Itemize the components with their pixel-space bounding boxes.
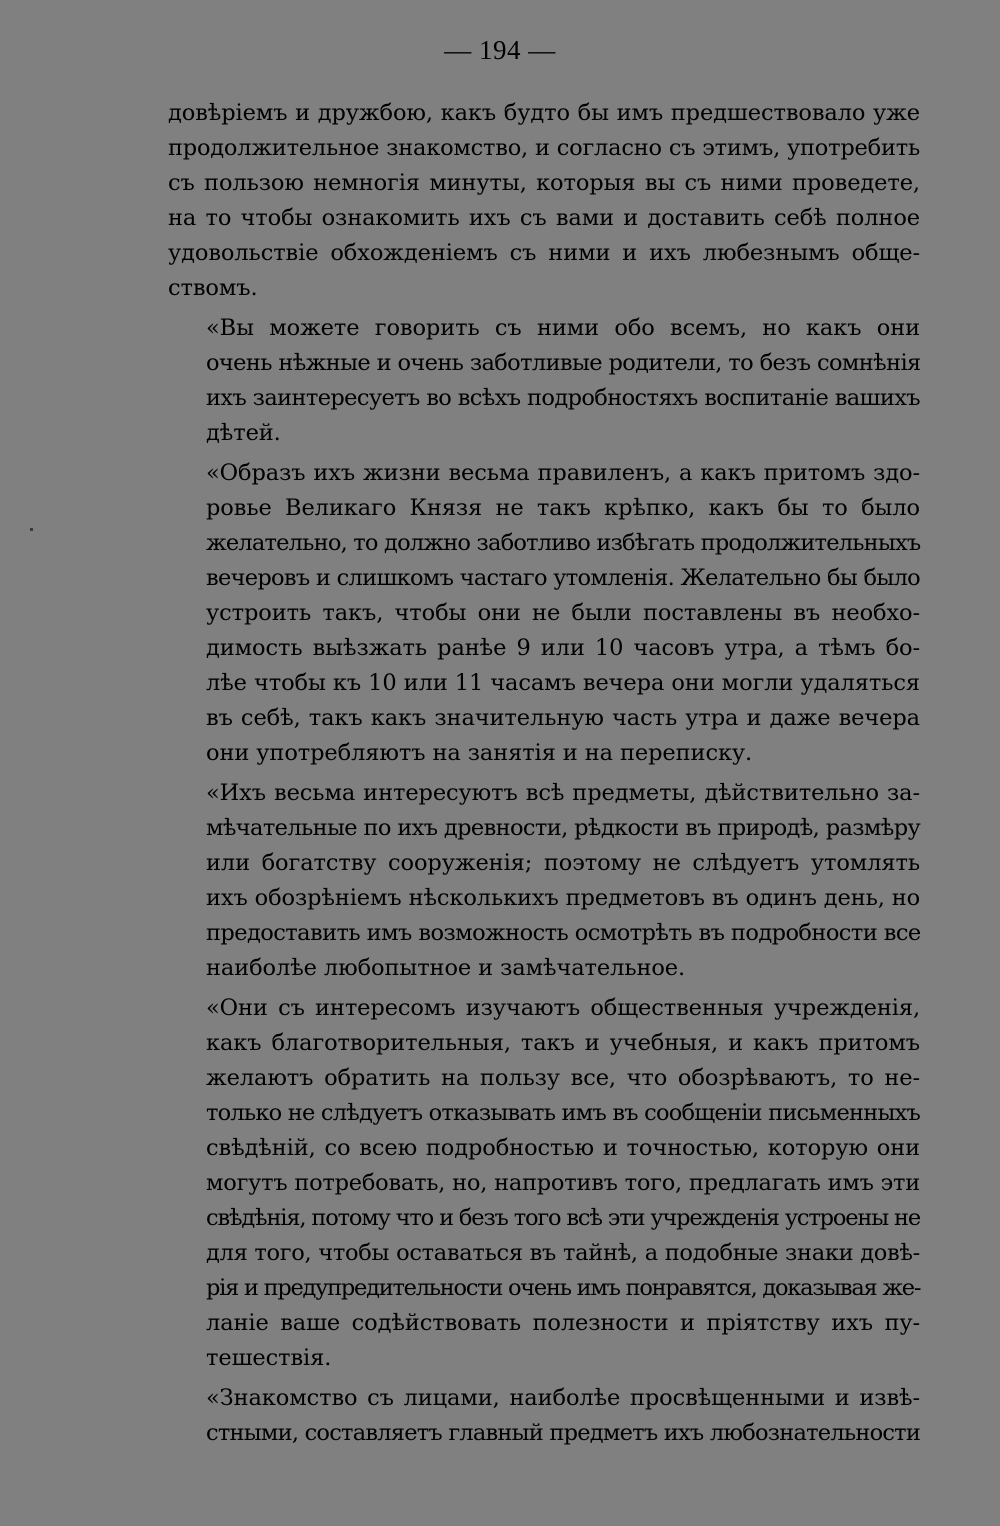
paragraph-continues bbox=[168, 1381, 920, 1451]
text-line: мѣчательные по ихъ древности, рѣдкости въ природѣ, размѣру bbox=[206, 815, 921, 841]
paragraph bbox=[168, 776, 920, 986]
text-line: продолжительное знакомство, и согласно съ этимъ, употребить bbox=[168, 135, 920, 161]
text-line: или богатству сооруженія; поэтому не слѣдуетъ утомлять bbox=[206, 850, 920, 876]
text-line: рія и предупредительности очень имъ понравятся, доказывая же- bbox=[206, 1275, 921, 1301]
text-line: только не слѣдуетъ отказывать имъ въ сообщеніи письменныхъ bbox=[206, 1100, 920, 1126]
text-line: наиболѣе любопытное и замѣчательное. bbox=[206, 955, 686, 981]
text-line: димость выѣзжать ранѣе 9 или 10 часовъ утра, а тѣмъ бо- bbox=[206, 635, 920, 661]
text-line: «Образъ ихъ жизни весьма правиленъ, а какъ притомъ здо- bbox=[206, 460, 920, 486]
paragraph-continuation bbox=[168, 96, 920, 306]
text-line: съ пользою немногія минуты, которыя вы съ ними проведете, bbox=[168, 170, 920, 196]
paragraph bbox=[168, 311, 920, 451]
text-line: лѣе чтобы къ 10 или 11 часамъ вечера они могли удаляться bbox=[206, 670, 920, 696]
text-line: дѣтей. bbox=[206, 420, 281, 446]
text-line: ихъ заинтересуетъ во всѣхъ подробностяхъ воспитаніе вашихъ bbox=[206, 385, 920, 411]
text-line: желательно, то должно заботливо избѣгать продолжительныхъ bbox=[206, 530, 921, 556]
text-line: довѣріемъ и дружбою, какъ будто бы имъ предшествовало уже bbox=[168, 100, 920, 126]
text-line: ихъ обозрѣніемъ нѣсколькихъ предметовъ въ одинъ день, но bbox=[206, 885, 921, 911]
text-line: вечеровъ и слишкомъ частаго утомленія. Желательно бы было bbox=[206, 565, 920, 591]
scan-speck bbox=[30, 528, 33, 531]
page-number: — 194 — bbox=[444, 35, 556, 65]
text-line: ланіе ваше содѣйствовать полезности и пріятству ихъ пу- bbox=[206, 1310, 920, 1336]
body-text bbox=[168, 96, 920, 1451]
text-line: ствомъ. bbox=[168, 275, 258, 301]
text-line: устроить такъ, чтобы они не были поставлены въ необхо- bbox=[206, 600, 920, 626]
text-line: «Они съ интересомъ изучаютъ общественныя учрежденія, bbox=[206, 995, 920, 1021]
text-line: они употребляютъ на занятія и на переписку. bbox=[206, 740, 753, 766]
text-line: предоставить имъ возможность осмотрѣть въ подробности все bbox=[206, 920, 921, 946]
text-line: на то чтобы ознакомить ихъ съ вами и доставить себѣ полное bbox=[168, 205, 920, 231]
text-line: «Знакомство съ лицами, наиболѣе просвѣщенными и извѣ- bbox=[206, 1385, 920, 1411]
paragraph bbox=[168, 991, 920, 1376]
paragraph bbox=[168, 456, 920, 771]
text-line: тешествія. bbox=[206, 1345, 332, 1371]
text-line: свѣдѣній, со всею подробностью и точностью, которую они bbox=[206, 1135, 920, 1161]
text-line: желаютъ обратить на пользу все, что обозрѣваютъ, то не- bbox=[206, 1065, 920, 1091]
text-line: стными, составляетъ главный предметъ ихъ любознательности bbox=[206, 1420, 921, 1446]
text-line: ровье Великаго Князя не такъ крѣпко, какъ бы то было bbox=[206, 495, 920, 521]
text-line: въ себѣ, такъ какъ значительную часть утра и даже вечера bbox=[206, 705, 920, 731]
text-line: какъ благотворительныя, такъ и учебныя, и какъ притомъ bbox=[206, 1030, 920, 1056]
text-line: свѣдѣнія, потому что и безъ того всѣ эти учрежденія устроены не bbox=[206, 1205, 920, 1231]
text-line: для того, чтобы оставаться въ тайнѣ, а подобные знаки довѣ- bbox=[206, 1240, 920, 1266]
text-line: «Ихъ весьма интересуютъ всѣ предметы, дѣйствительно за- bbox=[206, 780, 920, 806]
text-line: могутъ потребовать, но, напротивъ того, предлагать имъ эти bbox=[206, 1170, 920, 1196]
text-line: удовольствіе обхожденіемъ съ ними и ихъ любезнымъ обще- bbox=[168, 240, 920, 266]
text-line: очень нѣжные и очень заботливые родители, то безъ сомнѣнія bbox=[206, 350, 921, 376]
text-line: «Вы можете говорить съ ними обо всемъ, но какъ они bbox=[206, 315, 920, 341]
